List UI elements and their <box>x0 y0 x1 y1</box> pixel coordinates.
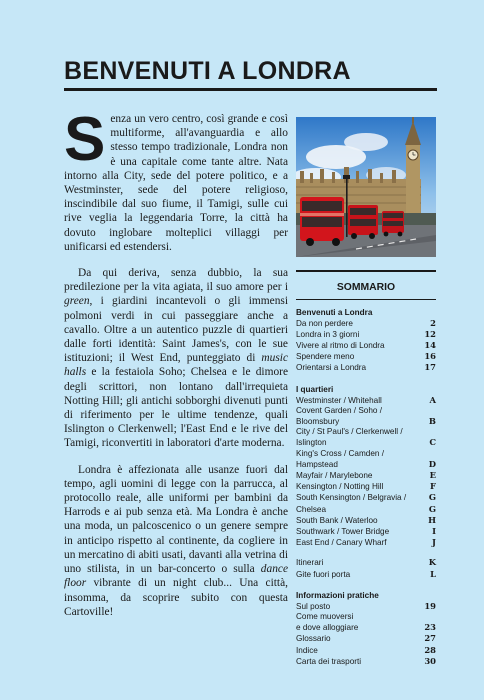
summary-item[interactable] <box>296 515 436 526</box>
p3-text-b: vibrante di un night club... Una città, insomma, da scoprire subito con questa Cartoville! <box>64 577 288 618</box>
summary-item-label: Gite fuori porta <box>296 569 351 579</box>
summary-item-ref: 28 <box>424 644 436 655</box>
summary-item[interactable] <box>296 557 436 568</box>
intro-paragraph-1 <box>64 105 288 254</box>
summary-item[interactable] <box>296 318 436 329</box>
big-ben-bus-image <box>296 117 436 257</box>
summary-item[interactable] <box>296 351 436 362</box>
page-title: BENVENUTI A LONDRA <box>64 57 351 85</box>
summary-item-label: Orientarsi a Londra <box>296 363 367 373</box>
summary-title: SOMMARIO <box>336 281 396 293</box>
summary-item-label: East End / Canary Wharf <box>296 538 387 548</box>
summary-item-label: South Kensington / Belgravia / <box>296 493 407 503</box>
summary-item-ref: 23 <box>424 622 436 633</box>
summary-item[interactable] <box>296 470 436 481</box>
intro-text <box>64 105 288 631</box>
summary-item[interactable] <box>296 645 436 656</box>
summary-item-label: Spendere meno <box>296 352 355 362</box>
p2-text-a: Da qui deriva, senza dubbio, la sua predilezione per la vita agiata, il suo amore per i <box>64 267 288 294</box>
summary-item-label: e dove alloggiare <box>296 623 359 633</box>
summary-item-label: Mayfair / Marylebone <box>296 470 373 480</box>
summary-item-ref: 12 <box>424 328 436 339</box>
summary-item-label: Hampstead <box>296 459 338 469</box>
summary-top-rule <box>296 270 436 272</box>
summary-item[interactable] <box>296 395 436 406</box>
summary-item-label: Islington <box>296 438 327 448</box>
p2-emphasis-music-halls: music halls <box>64 352 288 379</box>
p3-text-a: Londra è affezionata alle usanze fuori dal tempo, agli uomini di legge con la parrucca, al protocollo reale, alle uniformi per bambini da Harrods e ai pub senza età. Ma Londra è anche una moda, un palcoscenico o un genere sempre in anticipo rispetto al continente, da cogliere in un mercatino di abiti usati, davanti alla vetrina di uno stilista, in un bar-concerto o sulla <box>64 463 288 576</box>
summary-item[interactable] <box>296 406 436 416</box>
summary-item-ref: G <box>428 503 436 514</box>
summary-item-ref: C <box>429 437 436 448</box>
summary-item-ref: A <box>429 394 436 405</box>
london-photo <box>296 117 436 257</box>
summary-item-label: South Bank / Waterloo <box>296 515 378 525</box>
summary-item-ref: K <box>428 557 436 568</box>
summary-item-ref: 30 <box>424 655 436 666</box>
summary-item-ref: 2 <box>430 317 436 328</box>
summary-item-ref: L <box>430 568 436 579</box>
summary-item-ref: D <box>428 458 436 469</box>
summary-item[interactable] <box>296 481 436 492</box>
summary-sidebar <box>296 270 436 667</box>
summary-item-label: Da non perdere <box>296 318 353 328</box>
summary-item[interactable] <box>296 569 436 580</box>
summary-item-ref: B <box>428 415 436 426</box>
summary-item[interactable] <box>296 492 436 503</box>
summary-item[interactable] <box>296 622 436 633</box>
summary-item-label: King's Cross / Camden / <box>296 448 385 458</box>
intro-paragraph-3 <box>64 463 288 619</box>
intro-paragraph-2 <box>64 266 288 451</box>
summary-item-ref: 19 <box>424 600 436 611</box>
summary-item[interactable] <box>296 329 436 340</box>
summary-item-ref: 27 <box>424 633 436 644</box>
summary-item-ref: 14 <box>424 339 436 350</box>
summary-item-label: Come muoversi <box>296 611 354 621</box>
summary-item-label: Indice <box>296 645 318 655</box>
summary-group-title: I quartieri <box>296 384 334 394</box>
summary-item-label: Kensington / Notting Hill <box>296 482 384 492</box>
summary-item[interactable] <box>296 504 436 515</box>
summary-item[interactable] <box>296 427 436 437</box>
summary-item-ref: E <box>429 469 436 480</box>
p2-emphasis-green: green <box>64 295 90 308</box>
summary-item-ref: I <box>432 525 436 536</box>
summary-item-ref: F <box>430 481 436 492</box>
summary-item-label: Glossario <box>296 634 331 644</box>
summary-item[interactable] <box>296 633 436 644</box>
summary-item-label: Vivere al ritmo di Londra <box>296 340 385 350</box>
p2-text-b: , i giardini incantevoli o gli immensi polmoni verdi in cui passeggiare anche a cavallo. Oltre a un autentico puzzle di quartieri dalle forti identità: Saint James's, con le sue istituzioni; il West End, punteggiato di <box>64 295 288 365</box>
summary-item-label: Sul posto <box>296 601 331 611</box>
summary-item-label: City / St Paul's / Clerkenwell / <box>296 427 403 437</box>
summary-item[interactable] <box>296 416 436 427</box>
summary-item-label: Southwark / Tower Bridge <box>296 526 390 536</box>
summary-item-label: Chelsea <box>296 504 327 514</box>
p3-emphasis-dance-floor: dance floor <box>64 563 288 590</box>
p2-text-c: e la festaiola Soho; Chelsea e le dimore degli scrittori, non lontano dall'irrequieta Notting Hill; gli antichi sobborghi divenuti punti di riferimento per le ultime tendenze, quali Islington o Clerkenwell; l'East End e le rive del Tamigi, riconvertiti in laboratori d'arte moderna. <box>64 366 288 450</box>
summary-item[interactable] <box>296 656 436 667</box>
summary-item[interactable] <box>296 340 436 351</box>
summary-item-ref: H <box>428 514 436 525</box>
summary-group-title: Informazioni pratiche <box>296 590 379 600</box>
summary-item-label: Itinerari <box>296 558 324 568</box>
summary-item-label: Bloomsbury <box>296 416 340 426</box>
summary-item-ref: G <box>428 492 436 503</box>
intro-paragraph-1-text: enza un vero centro, così grande e così multiforme, all'avanguardia e allo stesso tempo tradizionale, Londra non è una capitale come tante altre. Nata intorno alla City, sede del potere politico, e a Westminster, sede del potere religioso, inscindibile dal suo fiume, il Tamigi, sulle cui rive veglia la leggendaria Torre, la città ha dovuto inglobare molteplici villaggi per unificarsi ed estendersi. <box>64 113 288 253</box>
summary-item-ref: 17 <box>424 362 436 373</box>
summary-item[interactable] <box>296 459 436 470</box>
summary-item-label: Londra in 3 giorni <box>296 329 360 339</box>
summary-item-ref: 16 <box>424 351 436 362</box>
summary-item[interactable] <box>296 526 436 537</box>
summary-item[interactable] <box>296 612 436 622</box>
summary-item-label: Covent Garden / Soho / <box>296 405 383 415</box>
summary-item[interactable] <box>296 449 436 459</box>
summary-item[interactable] <box>296 537 436 548</box>
summary-item-label: Carta dei trasporti <box>296 656 362 666</box>
summary-item[interactable] <box>296 362 436 373</box>
summary-item-label: Westminster / Whitehall <box>296 395 382 405</box>
summary-item-ref: J <box>432 537 436 548</box>
summary-item[interactable] <box>296 437 436 448</box>
summary-group-title: Benvenuti a Londra <box>296 307 373 317</box>
title-rule <box>64 88 437 91</box>
drop-cap: S <box>64 105 106 174</box>
summary-item[interactable] <box>296 601 436 612</box>
